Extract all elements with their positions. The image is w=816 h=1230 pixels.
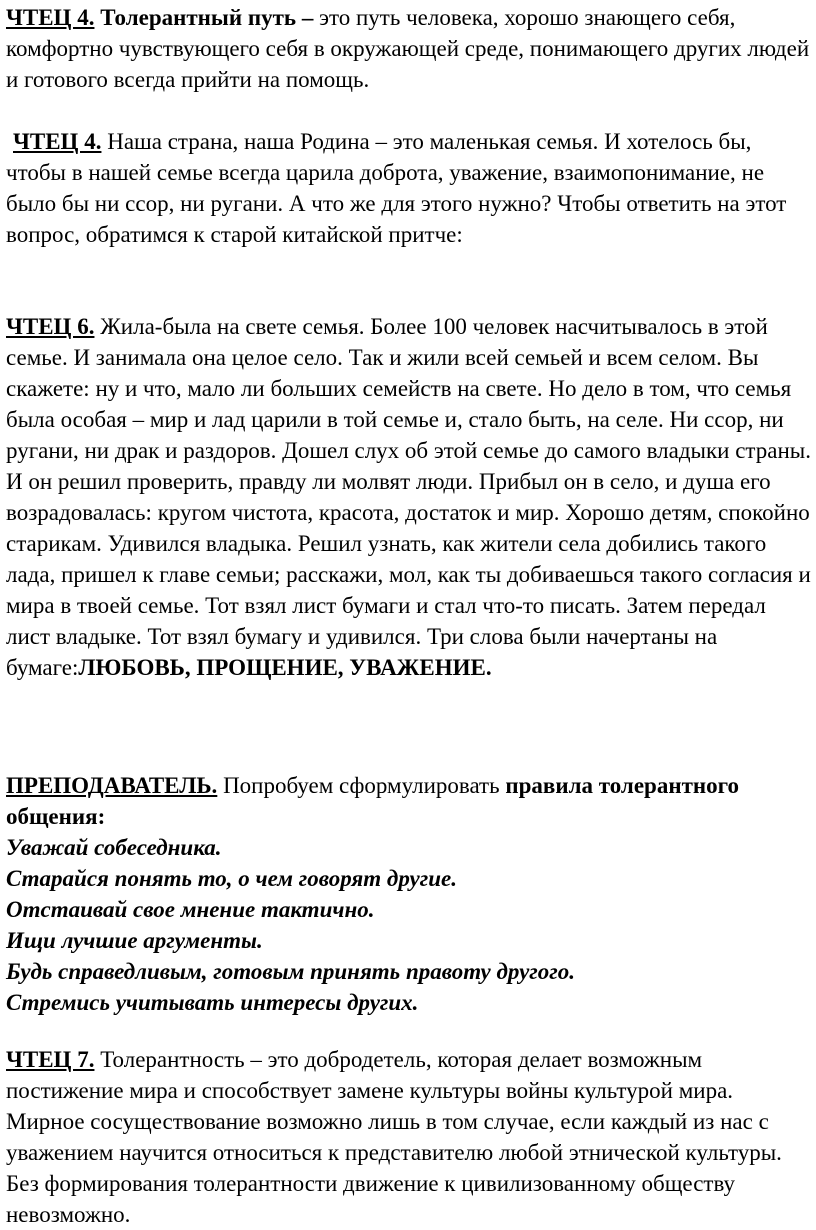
term-label: Толерантный путь – [94, 5, 314, 30]
paragraph-text: Попробуем сформулировать [217, 773, 506, 798]
speaker-label: ЧТЕЦ 4. [13, 129, 102, 154]
speaker-label: ПРЕПОДАВАТЕЛЬ. [6, 773, 218, 798]
rule-item: Старайся понять то, о чем говорят другие. [6, 866, 457, 891]
paragraph-reader-7-tolerance [6, 1044, 814, 1230]
rule-item: Будь справедливым, готовым принять правоту другого. [6, 959, 576, 984]
rule-item: Ищи лучшие аргументы. [6, 928, 263, 953]
speaker-label: ЧТЕЦ 4. [6, 5, 95, 30]
paragraph-text: Наша страна, наша Родина – это маленькая семья. И хотелось бы, чтобы в нашей семье всегда царила доброта, уважение, взаимопонимание, не было бы ни ссор, ни ругани. А что же для этого нужно? Чтобы ответить на этот вопрос, обратимся к старой китайской притче: [6, 129, 787, 247]
paragraph-text: Толерантность – это добродетель, которая делает возможным постижение мира и способствует замене культуры войны культурой мира. Мирное сосуществование возможно лишь в том случае, если каждый из нас с уважением научится относиться к представителю любой этнической культуры. Без формирования толерантности движение к цивилизованному обществу невозможно. [6, 1047, 782, 1227]
rules-intro [6, 770, 814, 832]
paragraph-reader-6-parable [6, 311, 814, 683]
rule-item: Отстаивай свое мнение тактично. [6, 897, 375, 922]
rule-item: Стремись учитывать интересы других. [6, 990, 419, 1015]
paragraph-teacher-rules [6, 770, 814, 1018]
paragraph-text: это путь человека, хорошо знающего себя, комфортно чувствующего себя в окружающей среде, понимающего других людей и готового всегда прийти на помощь. [6, 5, 810, 92]
rules-heading: правила толерантного общения: [6, 773, 739, 829]
three-words: ЛЮБОВЬ, ПРОЩЕНИЕ, УВАЖЕНИЕ. [78, 655, 492, 680]
speaker-label: ЧТЕЦ 6. [6, 314, 95, 339]
paragraph-reader-4-tolerant-path [6, 2, 814, 95]
speaker-label: ЧТЕЦ 7. [6, 1047, 95, 1072]
paragraph-reader-4-homeland [6, 126, 814, 250]
paragraph-text: Жила-была на свете семья. Более 100 человек насчитывалось в этой семье. И занимала она целое село. Так и жили всей семьей и всем селом. Вы скажете: ну и что, мало ли больших семейств на свете. Но дело в том, что семья была особая – мир и лад царили в той семье и, стало быть, на селе. Ни ссор, ни ругани, ни драк и раздоров. Дошел слух об этой семье до самого владыки страны. И он решил проверить, правду ли молвят люди. Прибыл он в село, и душа его возрадовалась: кругом чистота, красота, достаток и мир. Хорошо детям, спокойно старикам. Удивился владыка. Решил узнать, как жители села добились такого лада, пришел к главе семьи; расскажи, мол, как ты добиваешься такого согласия и мира в твоей семье. Тот взял лист бумаги и стал что-то писать. Затем передал лист владыке. Тот взял бумагу и удивился. Три слова были начертаны на бумаге: [6, 314, 811, 680]
rule-item: Уважай собеседника. [6, 835, 222, 860]
rules-list [6, 832, 814, 1018]
